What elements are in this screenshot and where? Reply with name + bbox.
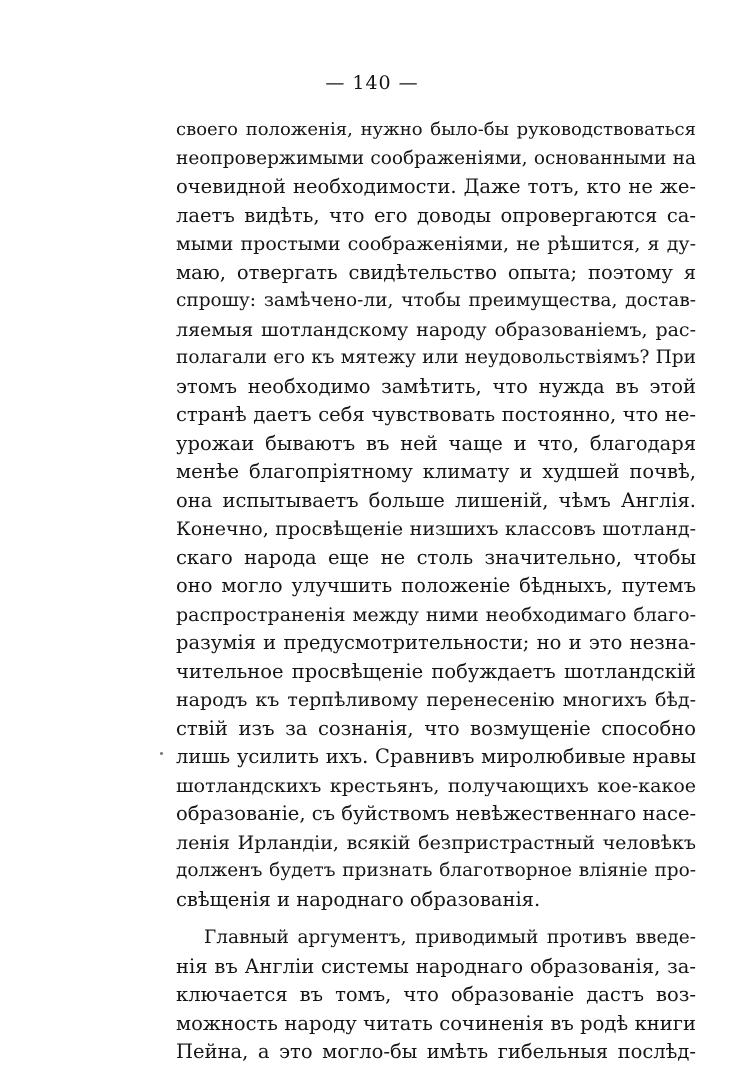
text-line: урожаи бываютъ въ ней чаще и что, благодаря: [176, 431, 696, 455]
text-line: спрошу: замѣчено-ли, чтобы преимущества, достав-: [176, 290, 696, 311]
body-text: [176, 116, 696, 1067]
text-line: ляемыя шотландскому народу образованіемъ, рас-: [176, 318, 696, 341]
text-line: оно могло улучшить положеніе бѣдныхъ, путемъ: [176, 574, 696, 597]
paragraph-gap: [176, 914, 696, 924]
text-line: можность народу читать сочиненія въ родѣ книги: [176, 1011, 696, 1035]
text-line: шотландскихъ крестьянъ, получающихъ кое-какое: [176, 774, 696, 797]
text-line: она испытываетъ больше лишеній, чѣмъ Англія.: [176, 488, 696, 512]
text-line: полагали его къ мятежу или неудовольствіямъ? При: [176, 347, 696, 368]
text-line: разумія и предусмотрительности; но и это незна-: [176, 631, 696, 654]
text-line: мыми простыми соображеніями, не рѣшится, я ду-: [176, 233, 696, 255]
text-line: скаго народа еще не столь значительно, чтобы: [176, 545, 696, 569]
text-line: Главный аргументъ, приводимый противъ введе-: [204, 927, 696, 948]
text-line: народъ къ терпѣливому перенесенію многихъ бѣд-: [176, 689, 696, 711]
print-speck: [160, 752, 163, 755]
text-line: ствій изъ за сознанія, что возмущеніе способно: [176, 716, 696, 740]
text-line: лишь усилить ихъ. Сравнивъ миролюбивые нравы: [176, 745, 696, 768]
text-line: ключается въ томъ, что образованіе дастъ воз-: [176, 983, 696, 1006]
text-line: чительное просвѣщеніе побуждаетъ шотландскій: [176, 659, 696, 683]
text-line: Конечно, просвѣщеніе низшихъ классовъ шотланд-: [176, 518, 696, 540]
text-line: долженъ будетъ признать благотворное вліяніе про-: [176, 860, 696, 881]
page-number: — 140 —: [325, 72, 419, 94]
text-line: распространенія между ними необходимаго благо-: [176, 603, 696, 626]
text-line: Пейна, а это могло-бы имѣть гибельныя послѣд-: [176, 1040, 696, 1063]
text-line: своего положенія, нужно было-бы руководствоваться: [176, 119, 696, 140]
text-line: неопровержимыми соображеніями, основанными на: [176, 147, 696, 169]
text-line: этомъ необходимо замѣтить, что нужда въ этой: [176, 374, 696, 398]
paragraph-2: [176, 924, 696, 1067]
text-line: нія въ Англіи системы народнаго образованія, за-: [176, 954, 696, 978]
text-line: очевидной необходимости. Даже тотъ, кто не же-: [176, 175, 696, 198]
text-line: лаетъ видѣть, что его доводы опровергаются са-: [176, 203, 696, 227]
text-line: странѣ даетъ себя чувствовать постоянно, что не-: [176, 403, 696, 426]
text-line: образованіе, съ буйствомъ невѣжественнаго насе-: [176, 802, 697, 825]
paragraph-1: [176, 116, 696, 914]
text-line: менѣе благопріятному климату и худшей почвѣ,: [176, 460, 696, 483]
text-line: маю, отвергать свидѣтельство опыта; поэтому я: [176, 260, 696, 284]
text-line: свѣщенія и народнаго образованія.: [176, 887, 541, 911]
text-line: ленія Ирландіи, всякій безпристрастный человѣкъ: [176, 831, 696, 854]
